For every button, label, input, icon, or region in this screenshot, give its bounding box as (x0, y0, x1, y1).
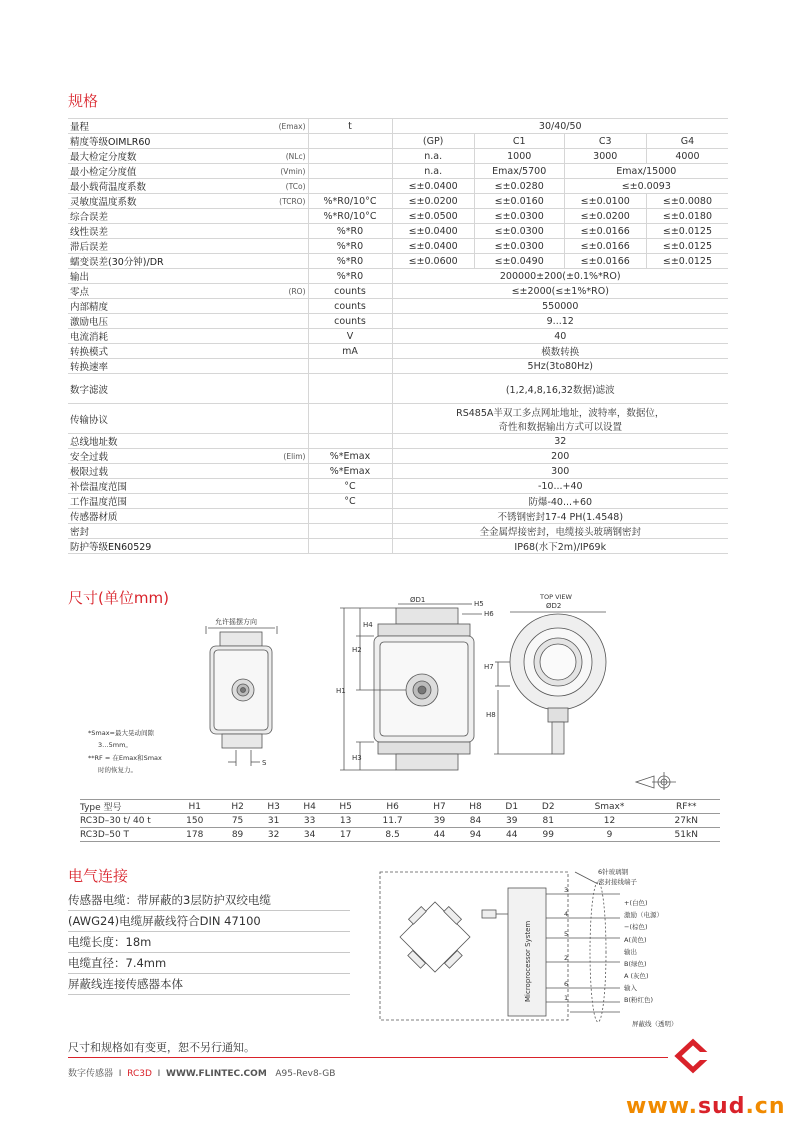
wiring-diagram (370, 862, 710, 1032)
spec-row (68, 314, 728, 329)
smax-note-1: *Smax=最大晃动间隙 (88, 729, 154, 737)
spec-unit: V (308, 329, 392, 344)
spec-value: 200000±200(±0.1%*RO) (392, 269, 728, 284)
dims-cell: 33 (292, 814, 328, 828)
spec-unit (308, 149, 392, 164)
spec-value: ≤±0.0400 (392, 239, 474, 254)
spec-name: 内部精度 (68, 299, 218, 314)
main-side-view (336, 596, 494, 770)
spec-unit: %*R0 (308, 224, 392, 239)
spec-value: G4 (646, 134, 728, 149)
dims-title: 尺寸(单位mm) (68, 589, 169, 607)
svg-text:A(黄色): A(黄色) (624, 936, 647, 944)
spec-name: 滞后误差 (68, 239, 218, 254)
chip-label: Microprocessor System (524, 920, 532, 1002)
spec-unit (308, 359, 392, 374)
svg-text:A (灰色): A (灰色) (624, 972, 649, 980)
svg-text:H1: H1 (336, 687, 346, 695)
footer-line (68, 1057, 668, 1058)
spec-value: ≤±0.0166 (564, 254, 646, 269)
spec-unit: counts (308, 314, 392, 329)
dims-cell: 44 (421, 828, 457, 842)
spec-unit (308, 179, 392, 194)
spec-unit: %*R0 (308, 269, 392, 284)
spec-name: 传输协议 (68, 404, 218, 434)
spec-row (68, 284, 728, 299)
spec-unit (308, 374, 392, 404)
spec-value: 模数转换 (392, 344, 728, 359)
rf-note-1: **RF = 在Emax和Smax (88, 754, 162, 762)
spec-value: (GP) (392, 134, 474, 149)
svg-text:H6: H6 (484, 610, 494, 618)
dims-cell: 17 (328, 828, 364, 842)
spec-symbol: (TCRO) (218, 194, 308, 209)
spec-value: n.a. (392, 149, 474, 164)
dims-cell: RC3D–50 T (80, 828, 170, 842)
spec-name: 转换模式 (68, 344, 218, 359)
dims-row (80, 828, 720, 842)
spec-symbol (218, 299, 308, 314)
dims-cell: D2 (530, 800, 566, 814)
svg-text:H4: H4 (363, 621, 373, 629)
dims-cell: 178 (170, 828, 220, 842)
dims-cell: 8.5 (364, 828, 422, 842)
spec-unit: %*R0 (308, 239, 392, 254)
svg-text:1: 1 (564, 994, 569, 1002)
spec-name: 精度等级OIMLR60 (68, 134, 218, 149)
spec-symbol (218, 269, 308, 284)
spec-value: Emax/5700 (474, 164, 564, 179)
spec-value: ≤±0.0200 (392, 194, 474, 209)
dims-table (80, 799, 720, 842)
spec-value: 5Hz(3to80Hz) (392, 359, 728, 374)
spec-row (68, 374, 728, 404)
spec-row (68, 329, 728, 344)
spec-value: 不锈钢密封17-4 PH(1.4548) (392, 509, 728, 524)
spec-row (68, 254, 728, 269)
svg-text:ØD1: ØD1 (410, 596, 426, 604)
spec-name: 蠕变误差(30分钟)/DR (68, 254, 218, 269)
svg-text:H2: H2 (352, 646, 362, 654)
spec-value: 200 (392, 449, 728, 464)
dims-cell: H6 (364, 800, 422, 814)
spec-row (68, 209, 728, 224)
rf-note-2: 时的恢复力。 (98, 766, 137, 774)
dims-cell: H1 (170, 800, 220, 814)
spec-symbol: (Elim) (218, 449, 308, 464)
dims-cell: 13 (328, 814, 364, 828)
spec-name: 线性误差 (68, 224, 218, 239)
spec-value: 300 (392, 464, 728, 479)
spec-symbol: (Vmin) (218, 164, 308, 179)
spec-value: ≤±0.0125 (646, 254, 728, 269)
swing-dir-label: 允许摇摆方向 (215, 618, 257, 626)
dims-cell: H4 (292, 800, 328, 814)
spec-symbol (218, 434, 308, 449)
small-side-view (206, 617, 277, 767)
svg-text:2: 2 (564, 954, 569, 962)
dims-cell: 9 (566, 828, 652, 842)
dims-cell: H3 (256, 800, 292, 814)
spec-name: 电流消耗 (68, 329, 218, 344)
spec-symbol (218, 314, 308, 329)
dims-cell: 39 (421, 814, 457, 828)
footer-model: RC3D (127, 1069, 152, 1079)
spec-unit: %*R0/10°C (308, 209, 392, 224)
footer-site[interactable]: WWW.FLINTEC.COM (166, 1069, 267, 1079)
spec-value: ≤±0.0080 (646, 194, 728, 209)
spec-value: Emax/15000 (564, 164, 728, 179)
spec-value: ≤±2000(≤±1%*RO) (392, 284, 728, 299)
svg-text:6: 6 (564, 980, 569, 988)
spec-symbol (218, 494, 308, 509)
spec-row (68, 134, 728, 149)
spec-value: 防爆-40...+60 (392, 494, 728, 509)
spec-value: RS485A半双工多点网址地址，波特率，数据位， 奇性和数据输出方式可以设置 (392, 404, 728, 434)
spec-unit: counts (308, 284, 392, 299)
spec-symbol (218, 359, 308, 374)
s-label: S (262, 759, 267, 767)
dims-cell: Type 型号 (80, 800, 170, 814)
spec-value: ≤±0.0166 (564, 224, 646, 239)
spec-table (68, 118, 728, 554)
svg-text:H3: H3 (352, 754, 362, 762)
spec-unit: %*Emax (308, 449, 392, 464)
spec-row (68, 464, 728, 479)
dims-header-row (80, 800, 720, 814)
spec-row (68, 404, 728, 434)
elec-item: 屏蔽线连接传感器本体 (68, 974, 350, 995)
spec-row (68, 299, 728, 314)
spec-unit (308, 509, 392, 524)
spec-unit (308, 524, 392, 539)
spec-symbol (218, 509, 308, 524)
svg-text:密封接线端子: 密封接线端子 (598, 878, 637, 886)
dims-cell: 32 (256, 828, 292, 842)
spec-unit (308, 134, 392, 149)
dims-cell: 27kN (652, 814, 720, 828)
dims-cell: H2 (220, 800, 256, 814)
spec-symbol: (TCo) (218, 179, 308, 194)
spec-row (68, 524, 728, 539)
svg-text:+(白色): +(白色) (624, 899, 648, 907)
dims-cell: 84 (457, 814, 493, 828)
spec-row (68, 359, 728, 374)
svg-text:屏蔽线（透明）: 屏蔽线（透明） (632, 1020, 678, 1028)
smax-note-2: 3…5mm。 (98, 741, 132, 749)
svg-text:TOP VIEW: TOP VIEW (540, 593, 572, 601)
svg-text:输出: 输出 (624, 948, 637, 956)
svg-text:H5: H5 (474, 600, 484, 608)
spec-name: 总线地址数 (68, 434, 218, 449)
spec-row (68, 434, 728, 449)
spec-symbol (218, 254, 308, 269)
top-view (484, 593, 676, 790)
spec-unit (308, 434, 392, 449)
spec-name: 最小载荷温度系数 (68, 179, 218, 194)
footer: 数字传感器 I RC3D I WWW.FLINTEC.COM A95-Rev8-GB (68, 1069, 336, 1079)
spec-value: 全金属焊接密封，电缆接头玻璃钢密封 (392, 524, 728, 539)
elec-title: 电气连接 (68, 867, 129, 885)
dims-cell: H8 (457, 800, 493, 814)
svg-text:4: 4 (564, 910, 569, 918)
svg-text:−(棕色): −(棕色) (624, 923, 648, 931)
spec-value: ≤±0.0490 (474, 254, 564, 269)
spec-value: ≤±0.0125 (646, 224, 728, 239)
spec-name: 密封 (68, 524, 218, 539)
watermark: www.sud.cn (626, 1094, 786, 1119)
spec-unit: %*R0/10°C (308, 194, 392, 209)
spec-row (68, 494, 728, 509)
spec-value: C1 (474, 134, 564, 149)
dims-cell: 34 (292, 828, 328, 842)
dims-cell: 39 (494, 814, 530, 828)
spec-row (68, 449, 728, 464)
spec-name: 最大检定分度数 (68, 149, 218, 164)
spec-value: ≤±0.0300 (474, 209, 564, 224)
spec-name: 极限过载 (68, 464, 218, 479)
spec-unit: t (308, 119, 392, 134)
spec-value: ≤±0.0300 (474, 239, 564, 254)
spec-symbol (218, 134, 308, 149)
spec-title: 规格 (68, 92, 99, 110)
spec-name: 灵敏度温度系数 (68, 194, 218, 209)
elec-item: 电缆直径：7.4mm (68, 953, 350, 974)
dims-cell: 12 (566, 814, 652, 828)
spec-value: 9...12 (392, 314, 728, 329)
spec-symbol (218, 239, 308, 254)
spec-name: 激励电压 (68, 314, 218, 329)
spec-symbol (218, 329, 308, 344)
dims-cell: 99 (530, 828, 566, 842)
svg-text:3: 3 (564, 886, 569, 894)
dims-cell: 11.7 (364, 814, 422, 828)
svg-text:5: 5 (564, 930, 569, 938)
spec-symbol (218, 344, 308, 359)
dims-cell: 89 (220, 828, 256, 842)
spec-value: ≤±0.0400 (392, 224, 474, 239)
spec-value: ≤±0.0300 (474, 224, 564, 239)
spec-name: 安全过载 (68, 449, 218, 464)
elec-item: 电缆长度：18m (68, 932, 350, 953)
dims-cell: RF** (652, 800, 720, 814)
svg-text:输入: 输入 (624, 984, 637, 992)
dims-cell: RC3D–30 t/ 40 t (80, 814, 170, 828)
spec-row (68, 164, 728, 179)
spec-unit: %*R0 (308, 254, 392, 269)
spec-value: ≤±0.0125 (646, 239, 728, 254)
spec-value: ≤±0.0280 (474, 179, 564, 194)
spec-symbol (218, 524, 308, 539)
spec-value: ≤±0.0160 (474, 194, 564, 209)
spec-row (68, 269, 728, 284)
spec-symbol (218, 404, 308, 434)
dims-cell: H7 (421, 800, 457, 814)
svg-text:H8: H8 (486, 711, 496, 719)
dims-cell: 75 (220, 814, 256, 828)
spec-unit: %*Emax (308, 464, 392, 479)
spec-value: -10...+40 (392, 479, 728, 494)
dims-cell: 51kN (652, 828, 720, 842)
elec-item: 传感器电缆：带屏蔽的3层防护双绞电缆 (68, 890, 350, 911)
spec-unit: °C (308, 479, 392, 494)
spec-value: 1000 (474, 149, 564, 164)
spec-value: ≤±0.0600 (392, 254, 474, 269)
footer-note: 尺寸和规格如有变更，恕不另行通知。 (68, 1041, 255, 1054)
spec-row (68, 149, 728, 164)
spec-row (68, 239, 728, 254)
svg-text:6针玻璃钢: 6针玻璃钢 (598, 868, 629, 876)
spec-name: 防护等级EN60529 (68, 539, 218, 554)
spec-value: ≤±0.0093 (564, 179, 728, 194)
dims-cell: 94 (457, 828, 493, 842)
elec-list (68, 890, 350, 995)
spec-name: 输出 (68, 269, 218, 284)
spec-value: 30/40/50 (392, 119, 728, 134)
spec-value: C3 (564, 134, 646, 149)
spec-value: 550000 (392, 299, 728, 314)
spec-value: 3000 (564, 149, 646, 164)
spec-symbol (218, 464, 308, 479)
dims-cell: D1 (494, 800, 530, 814)
dims-cell: 81 (530, 814, 566, 828)
spec-name: 综合误差 (68, 209, 218, 224)
spec-name: 量程 (68, 119, 218, 134)
spec-value: 4000 (646, 149, 728, 164)
spec-row (68, 509, 728, 524)
spec-row (68, 179, 728, 194)
spec-value: ≤±0.0400 (392, 179, 474, 194)
spec-name: 工作温度范围 (68, 494, 218, 509)
spec-unit (308, 539, 392, 554)
spec-symbol (218, 224, 308, 239)
spec-row (68, 224, 728, 239)
svg-text:B(粉红色): B(粉红色) (624, 996, 654, 1004)
dims-cell: 150 (170, 814, 220, 828)
svg-text:H7: H7 (484, 663, 494, 671)
spec-value: 40 (392, 329, 728, 344)
spec-unit (308, 404, 392, 434)
spec-value: ≤±0.0166 (564, 239, 646, 254)
spec-name: 传感器材质 (68, 509, 218, 524)
dims-cell: H5 (328, 800, 364, 814)
svg-text:ØD2: ØD2 (546, 602, 562, 610)
spec-row (68, 539, 728, 554)
spec-symbol (218, 209, 308, 224)
spec-row (68, 194, 728, 209)
elec-item: (AWG24)电缆屏蔽线符合DIN 47100 (68, 911, 350, 932)
spec-symbol (218, 374, 308, 404)
spec-unit: mA (308, 344, 392, 359)
dims-cell: 31 (256, 814, 292, 828)
spec-name: 转换速率 (68, 359, 218, 374)
spec-name: 最小检定分度值 (68, 164, 218, 179)
dims-cell: Smax* (566, 800, 652, 814)
spec-name: 补偿温度范围 (68, 479, 218, 494)
spec-value: ≤±0.0180 (646, 209, 728, 224)
spec-unit (308, 164, 392, 179)
spec-row (68, 479, 728, 494)
spec-value: ≤±0.0100 (564, 194, 646, 209)
spec-value: ≤±0.0200 (564, 209, 646, 224)
svg-text:B(绿色): B(绿色) (624, 960, 647, 968)
svg-text:激励（电源）: 激励（电源） (624, 911, 663, 919)
spec-symbol (218, 479, 308, 494)
spec-name: 数字滤波 (68, 374, 218, 404)
spec-value: IP68(水下2m)/IP69k (392, 539, 728, 554)
spec-unit: °C (308, 494, 392, 509)
spec-value: 32 (392, 434, 728, 449)
spec-symbol: (Emax) (218, 119, 308, 134)
spec-value: (1,2,4,8,16,32数据)滤波 (392, 374, 728, 404)
spec-value: n.a. (392, 164, 474, 179)
spec-value: ≤±0.0500 (392, 209, 474, 224)
spec-symbol: (RO) (218, 284, 308, 299)
spec-name: 零点 (68, 284, 218, 299)
dims-row (80, 814, 720, 828)
dims-cell: 44 (494, 828, 530, 842)
spec-row (68, 344, 728, 359)
spec-unit: counts (308, 299, 392, 314)
spec-symbol: (NLc) (218, 149, 308, 164)
spec-row (68, 119, 728, 134)
flintec-logo-icon (668, 1036, 718, 1076)
spec-symbol (218, 539, 308, 554)
